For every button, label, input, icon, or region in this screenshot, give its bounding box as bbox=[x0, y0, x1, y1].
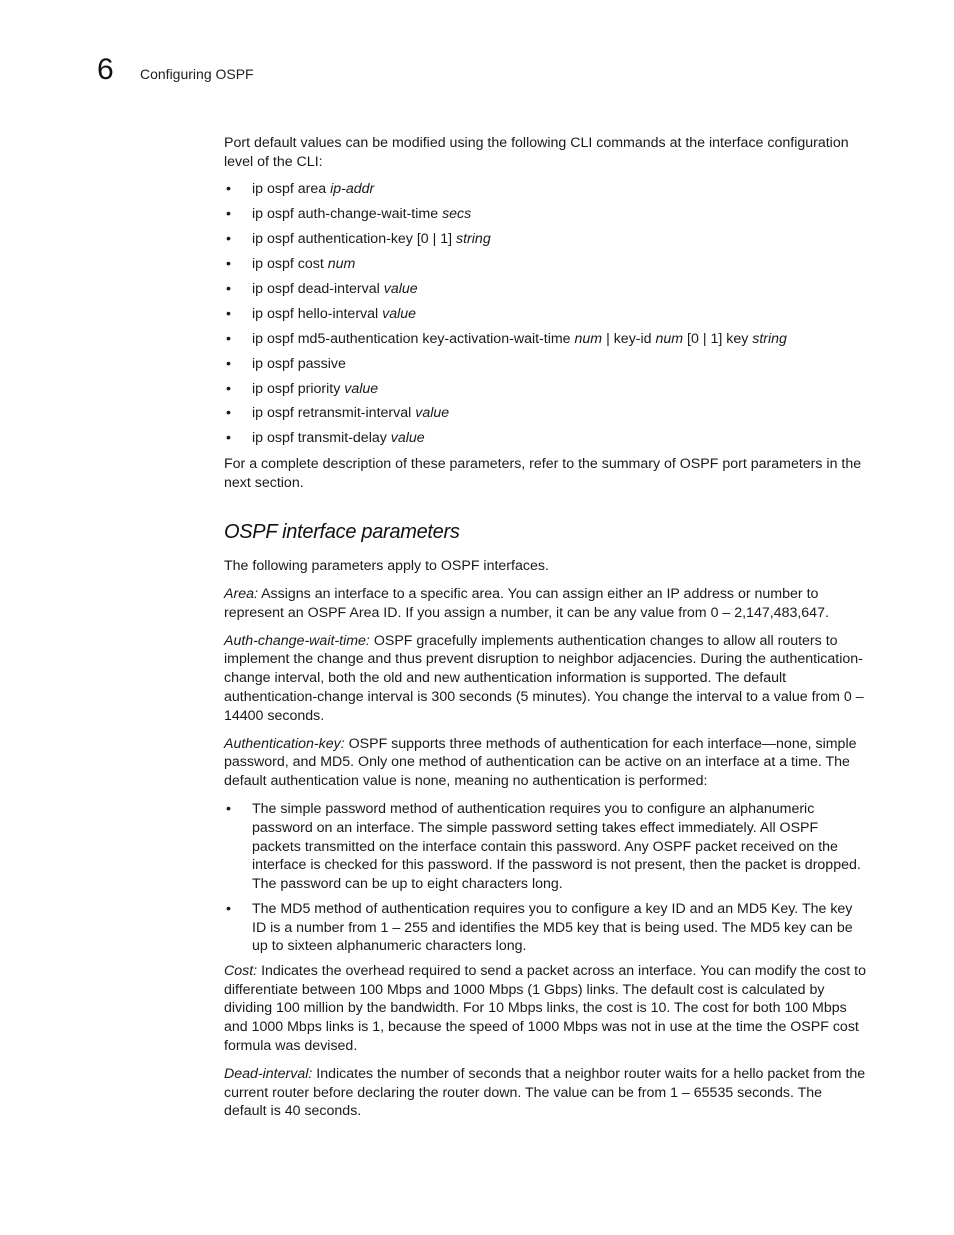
chapter-title: Configuring OSPF bbox=[140, 66, 254, 82]
list-item: • ip ospf passive bbox=[224, 355, 868, 380]
list-item: • ip ospf cost num bbox=[224, 255, 868, 280]
command-list bbox=[224, 180, 868, 454]
param-term: Auth-change-wait-time: bbox=[224, 632, 370, 649]
param-cost: Cost: Indicates the overhead required to send a packet across an interface. You can modify the cost to differentiate between 100 Mbps and 1000 Mbps (1 Gbps) links. The default cost is calculated by dividing 100 million by the bandwidth. For 10 Mbps links, the cost is 10. The cost for both 100 Mbps and 1000 Mbps links is 1, because the speed of 1000 Mbps was not in use at the time the OSPF cost formula was devised. bbox=[224, 962, 866, 1054]
section-heading: OSPF interface parameters bbox=[224, 520, 460, 543]
list-item: • ip ospf authentication-key [0 | 1] string bbox=[224, 230, 868, 255]
reference-paragraph: For a complete description of these parameters, refer to the summary of OSPF port parameters in the next section. bbox=[224, 456, 862, 491]
list-item: • ip ospf md5-authentication key-activation-wait-time num | key-id num [0 | 1] key string bbox=[224, 330, 868, 355]
param-term: Authentication-key: bbox=[224, 735, 345, 752]
param-dead-interval: Dead-interval: Indicates the number of seconds that a neighbor router waits for a hello packet from the current router before declaring the router down. The value can be from 1 – 65535 seconds. The default is 40 seconds. bbox=[224, 1065, 866, 1120]
section-intro: The following parameters apply to OSPF interfaces. bbox=[224, 557, 549, 574]
param-term: Dead-interval: bbox=[224, 1065, 313, 1082]
param-auth-change-wait-time: Auth-change-wait-time: OSPF gracefully implements authentication changes to allow all routers to implement the change and thus prevent disruption to neighbor adjacencies. During the authentication-change interval, both the old and new authentication information is supported. The default authentication-change interval is 300 seconds (5 minutes). You change the interval to a value from 0 – 14400 seconds. bbox=[224, 632, 864, 724]
list-item: • ip ospf dead-interval value bbox=[224, 280, 868, 305]
list-item: • ip ospf area ip-addr bbox=[224, 180, 868, 205]
list-item: • ip ospf hello-interval value bbox=[224, 305, 868, 330]
page-body bbox=[224, 134, 868, 1131]
param-area: Area: Assigns an interface to a specific area. You can assign either an IP address or number to represent an OSPF Area ID. If you assign a number, it can be any value from 0 – 2,147,483,647. bbox=[224, 585, 829, 621]
param-term: Area: bbox=[224, 585, 258, 602]
list-item: • The simple password method of authentication requires you to configure an alphanumeric password on an interface. The simple password setting takes effect immediately. All OSPF packets transmitted on the interface contain this password. Any OSPF packet received on the interface is checked for this password. If the password is not present, then the packet is dropped. The password can be up to eight characters long. bbox=[224, 800, 868, 894]
list-item: • ip ospf priority value bbox=[224, 380, 868, 405]
list-item: • ip ospf auth-change-wait-time secs bbox=[224, 205, 868, 230]
param-term: Cost: bbox=[224, 962, 258, 979]
param-authentication-key: Authentication-key: OSPF supports three methods of authentication for each interface—none, simple password, and MD5. Only one method of authentication can be active on an interface at a time. The default authentication value is none, meaning no authentication is performed: bbox=[224, 735, 857, 790]
auth-method-list bbox=[224, 800, 868, 956]
list-item: • ip ospf transmit-delay value bbox=[224, 429, 868, 454]
chapter-number: 6 bbox=[97, 53, 114, 86]
list-item: • The MD5 method of authentication requires you to configure a key ID and an MD5 Key. The key ID is a number from 1 – 255 and identifies the MD5 key that is being used. The MD5 key can be up to sixteen alphanumeric characters long. bbox=[224, 900, 868, 956]
intro-paragraph: Port default values can be modified using the following CLI commands at the interface configuration level of the CLI: bbox=[224, 135, 849, 170]
list-item: • ip ospf retransmit-interval value bbox=[224, 404, 868, 429]
